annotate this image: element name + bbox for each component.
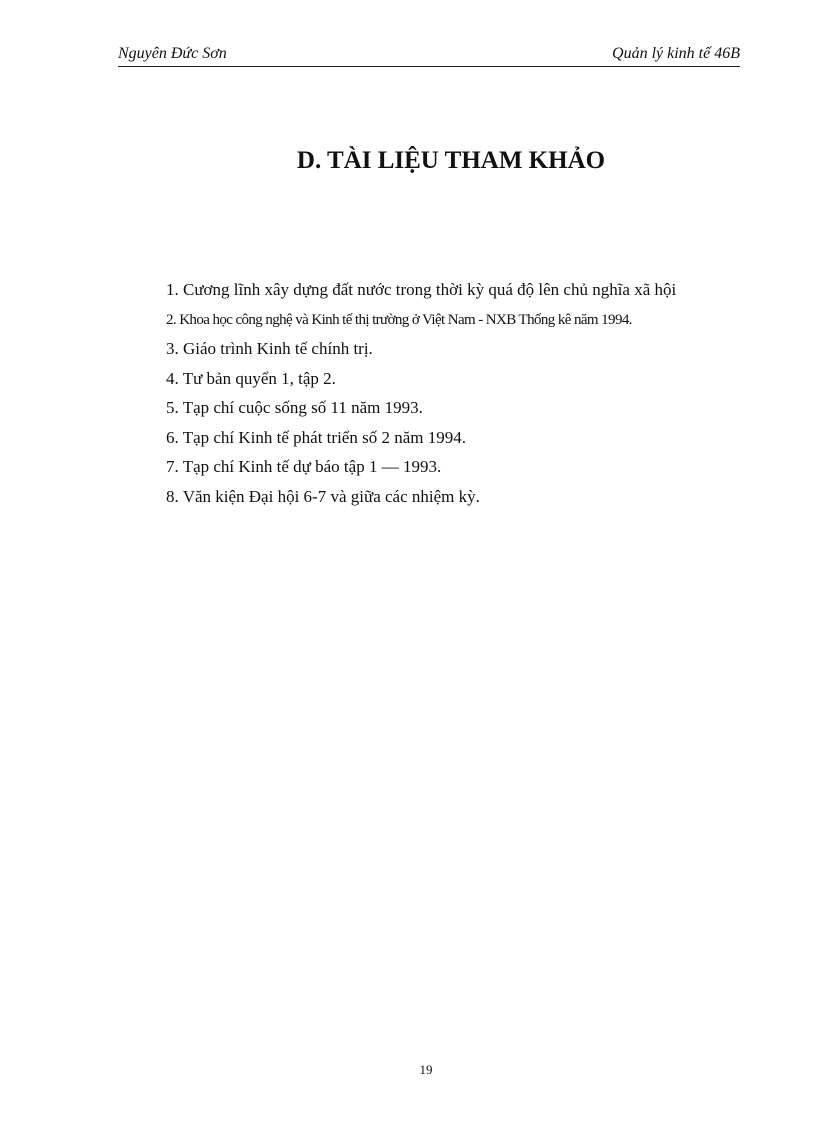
page-header (118, 44, 740, 67)
reference-list (166, 280, 756, 516)
reference-item-4: 4. Tư bản quyển 1, tập 2. (166, 368, 336, 388)
section-title: D. TÀI LIỆU THAM KHẢO (296, 147, 606, 174)
reference-item-2: 2. Khoa học công nghệ và Kinh tế thị trường ở Việt Nam - NXB Thống kê năm 1994. (166, 311, 632, 328)
reference-item-6: 6. Tạp chí Kinh tế phát triển số 2 năm 1994. (166, 427, 466, 447)
header-author: Nguyên Đức Sơn (118, 45, 227, 62)
header-course: Quản lý kinh tế 46B (612, 45, 740, 62)
reference-item-3: 3. Giáo trình Kinh tế chính trị. (166, 339, 373, 358)
reference-item-7: 7. Tạp chí Kinh tế dự báo tập 1 — 1993. (166, 457, 442, 476)
reference-item-1: 1. Cương lĩnh xây dựng đất nước trong thời kỳ quá độ lên chủ nghĩa xã hội (166, 280, 677, 299)
reference-item-5: 5. Tạp chí cuộc sống số 11 năm 1993. (166, 398, 423, 417)
reference-item-8: 8. Văn kiện Đại hội 6-7 và giữa các nhiệm kỳ. (166, 486, 480, 506)
page-number: 19 (419, 1062, 433, 1077)
